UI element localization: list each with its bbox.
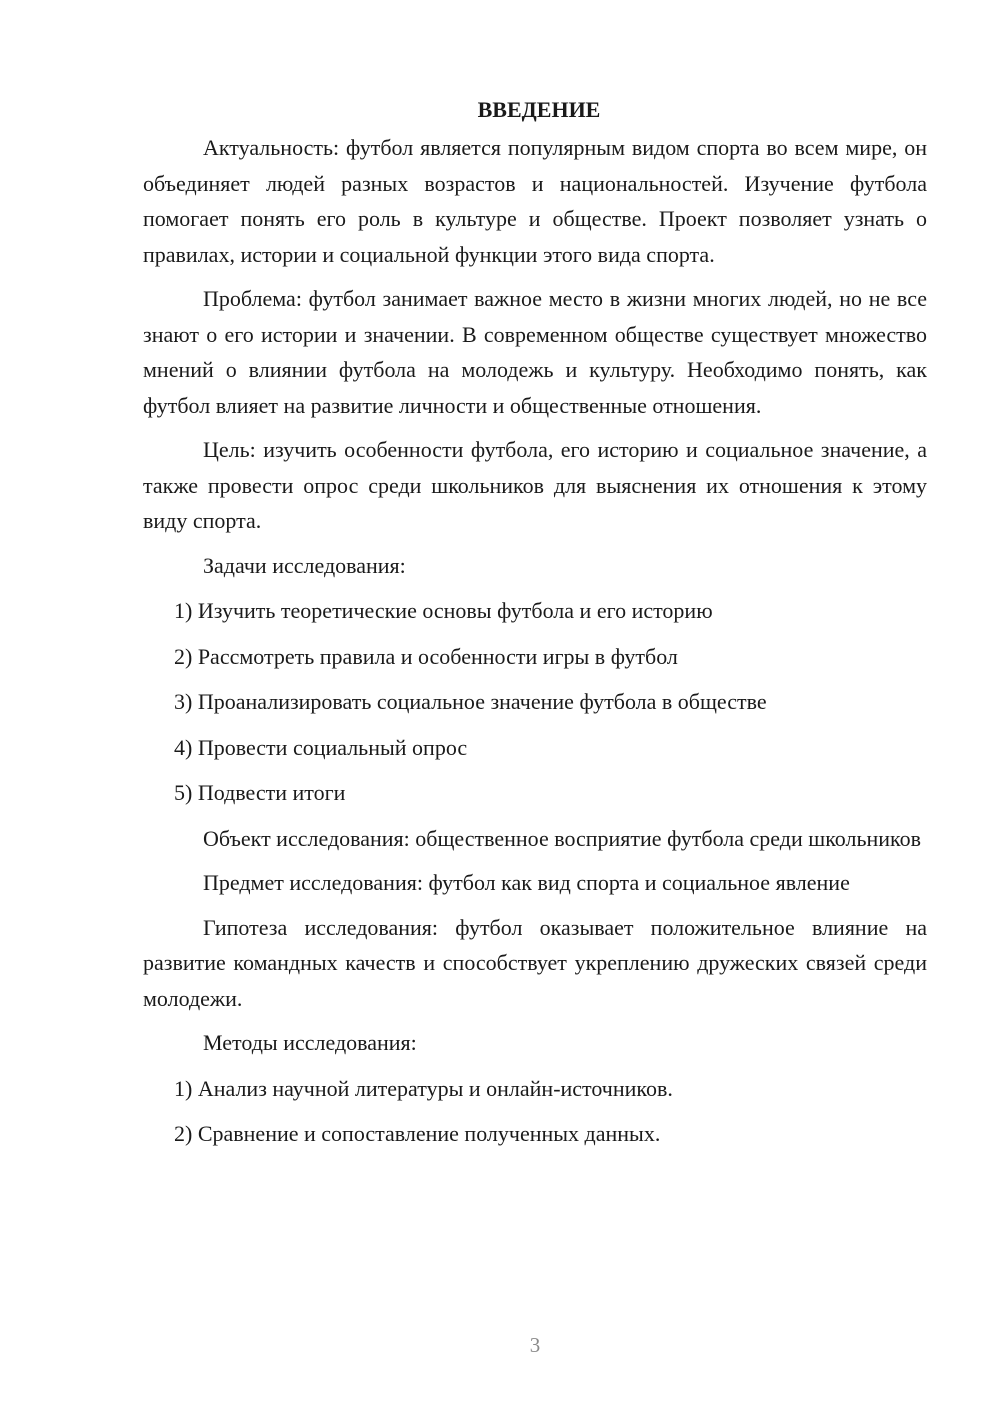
method-item: 2) Сравнение и сопоставление полученных данных. [174,1121,661,1146]
task-item: 5) Подвести итоги [174,780,346,805]
subject-paragraph: Предмет исследования: футбол как вид спорта и социальное явление [203,870,850,895]
methods-list [143,1071,927,1152]
relevance-paragraph: Актуальность: футбол является популярным видом спорта во всем мире, он объединяет людей разных возрастов и национальностей. Изучение футбола помогает понять его роль в культуре и обществе. Проект позволяет узнать о правилах, истории и социальной функции этого вида спорта. [143,135,927,267]
document-page [143,94,927,1162]
task-item: 1) Изучить теоретические основы футбола и его историю [174,598,713,623]
method-item: 1) Анализ научной литературы и онлайн-источников. [174,1075,673,1101]
task-item: 3) Проанализировать социальное значение футбола в обществе [174,689,767,714]
tasks-list [143,593,927,811]
page-number: 3 [529,1333,541,1357]
goal-paragraph: Цель: изучить особенности футбола, его историю и социальное значение, а также провести опрос среди школьников для выяснения их отношения к этому виду спорта. [143,437,927,533]
task-item: 4) Провести социальный опрос [174,734,468,760]
hypothesis-paragraph: Гипотеза исследования: футбол оказывает положительное влияние на развитие командных качеств и способствует укреплению дружеских связей среди молодежи. [143,914,927,1011]
task-item: 2) Рассмотреть правила и особенности игры в футбол [174,643,678,669]
tasks-heading: Задачи исследования: [203,552,406,578]
problem-paragraph: Проблема: футбол занимает важное место в жизни многих людей, но не все знают о его истории и значении. В современном обществе существует множество мнений о влиянии футбола на молодежь и культуру. Необходимо понять, как футбол влияет на развитие личности и общественные отношения. [143,286,927,418]
methods-heading: Методы исследования: [203,1030,417,1055]
object-paragraph: Объект исследования: общественное восприятие футбола среди школьников [203,825,921,851]
page-title: ВВЕДЕНИЕ [477,97,601,122]
